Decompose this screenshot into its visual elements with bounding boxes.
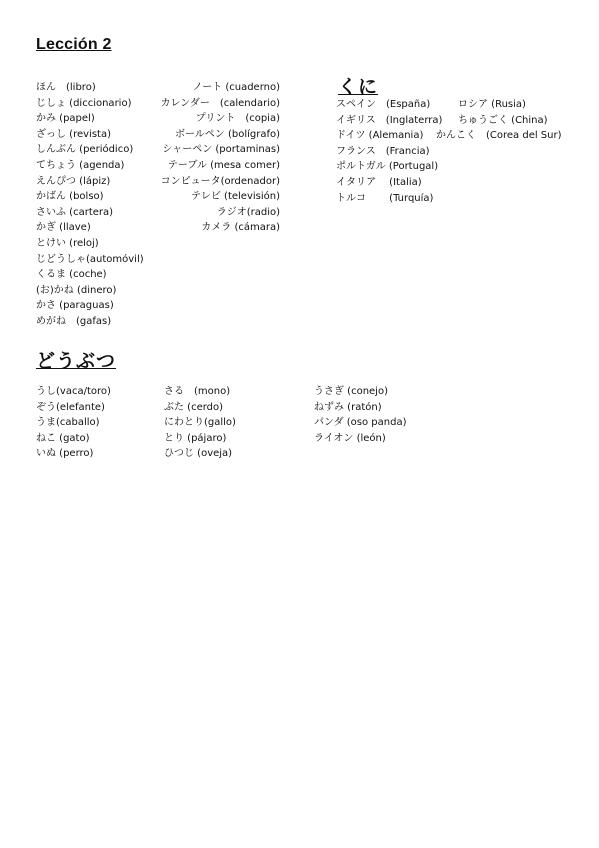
vocab-item: ラジオ(radio)	[216, 206, 280, 218]
vocab-item: じどうしゃ(automóvil)	[36, 253, 144, 265]
vocab-list-nouns	[36, 80, 144, 330]
vocab-item: じしょ (diccionario)	[36, 97, 132, 109]
animal-item: うし(vaca/toro)	[36, 386, 111, 397]
vocab-item: えんぴつ (lápiz)	[36, 175, 111, 187]
vocab-item: くるま (coche)	[36, 269, 107, 281]
animal-item: パンダ (oso panda)	[314, 417, 407, 429]
country-item: スペイン (España)	[336, 99, 431, 110]
country-item: イギリス (Inglaterra)	[336, 114, 443, 126]
animals-list-3	[314, 384, 407, 446]
animals-list-1	[36, 384, 111, 462]
vocab-item: コンピュータ(ordenador)	[160, 175, 280, 187]
vocab-item: ざっし (revista)	[36, 128, 111, 140]
country-item: ちゅうごく (China)	[458, 114, 548, 126]
country-row	[336, 144, 562, 160]
vocab-item: ボールペン (bolígrafo)	[174, 128, 280, 140]
country-item: ロシア (Rusia)	[458, 99, 526, 110]
country-item: ポルトガル (Portugal)	[336, 161, 439, 173]
vocab-item: めがね (gafas)	[36, 315, 112, 327]
country-row	[336, 128, 562, 144]
animal-item: ねずみ (ratón)	[314, 401, 382, 413]
animal-item: ぶた (cerdo)	[164, 401, 224, 413]
country-item: イタリア (Italia)	[336, 176, 422, 188]
vocab-item: カレンダー (calendario)	[160, 97, 280, 109]
countries-heading: くに	[338, 76, 379, 98]
vocab-item: かぎ (llave)	[36, 222, 91, 234]
country-row	[336, 175, 562, 191]
vocab-item: かみ (papel)	[36, 113, 95, 125]
vocab-item: かさ (paraguas)	[36, 300, 114, 312]
animal-item: さる (mono)	[164, 386, 231, 397]
vocab-item: (お)かね (dinero)	[36, 284, 117, 296]
vocab-item: テーブル (mesa comer)	[167, 159, 280, 171]
vocab-item: とけい (reloj)	[36, 237, 99, 249]
vocab-list-katakana	[150, 80, 280, 236]
country-item: かんこく (Corea del Sur)	[436, 130, 562, 142]
animal-item: とり (pájaro)	[164, 432, 227, 444]
countries-list	[336, 97, 562, 206]
country-row	[336, 191, 562, 207]
animal-item: うさぎ (conejo)	[314, 386, 388, 397]
country-row	[336, 113, 562, 129]
country-item: ドイツ (Alemania)	[336, 130, 424, 142]
animal-item: ひつじ (oveja)	[164, 448, 233, 460]
vocab-item: ほん (libro)	[36, 82, 96, 93]
animals-heading: どうぶつ	[36, 350, 117, 372]
country-row	[336, 159, 562, 175]
animal-item: ぞう(elefante)	[36, 401, 105, 413]
vocab-item: てちょう (agenda)	[36, 159, 125, 171]
vocab-item: ノート (cuaderno)	[192, 82, 280, 93]
vocab-item: シャーペン (portaminas)	[162, 144, 280, 156]
animal-item: ライオン (león)	[314, 432, 386, 444]
vocab-item: しんぶん (periódico)	[36, 144, 134, 156]
vocab-item: カメラ (cámara)	[201, 222, 280, 234]
lesson-title: Lección 2	[36, 36, 112, 53]
country-item: フランス (Francia)	[336, 145, 430, 157]
animal-item: いぬ (perro)	[36, 448, 94, 460]
animals-list-2	[164, 384, 236, 462]
vocab-item: かばん (bolso)	[36, 191, 104, 203]
country-row	[336, 97, 562, 113]
vocab-item: プリント (copia)	[195, 113, 280, 125]
animal-item: うま(caballo)	[36, 417, 100, 429]
animal-item: にわとり(gallo)	[164, 417, 236, 429]
country-item: トルコ (Turquía)	[336, 192, 434, 204]
vocab-item: さいふ (cartera)	[36, 206, 114, 218]
vocab-item: テレビ (televisión)	[191, 191, 280, 203]
animal-item: ねこ (gato)	[36, 432, 90, 444]
